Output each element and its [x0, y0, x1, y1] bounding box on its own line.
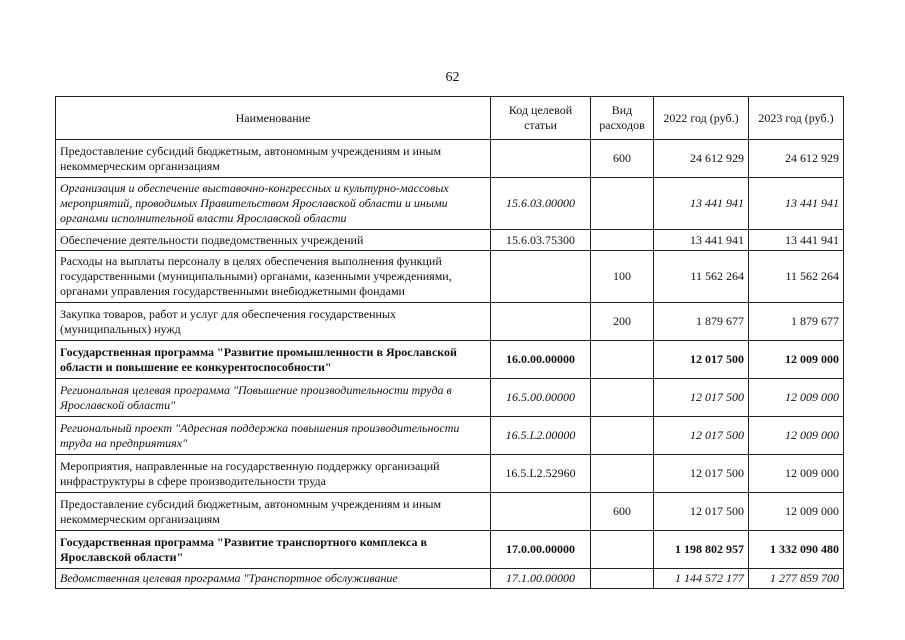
- row-2023: 24 612 929: [749, 140, 844, 178]
- row-code: 16.5.L2.52960: [491, 455, 591, 493]
- row-name: Обеспечение деятельности подведомственных учреждений: [56, 230, 491, 251]
- row-2022: 1 879 677: [654, 303, 749, 341]
- row-code: [491, 140, 591, 178]
- row-name: Расходы на выплаты персоналу в целях обеспечения выполнения функций государственными (муниципальными) органами, казенными учреждениями, органами управления государственными внебюджетными фондами: [56, 251, 491, 303]
- table-row: [56, 493, 844, 531]
- row-name: Предоставление субсидий бюджетным, автономным учреждениям и иным некоммерческим организациям: [56, 140, 491, 178]
- row-2023: 1 277 859 700: [749, 569, 844, 589]
- row-name: Закупка товаров, работ и услуг для обеспечения государственных (муниципальных) нужд: [56, 303, 491, 341]
- row-kind: 200: [591, 303, 654, 341]
- row-2023: 12 009 000: [749, 455, 844, 493]
- table-body: [56, 140, 844, 589]
- row-kind: [591, 230, 654, 251]
- row-2022: 12 017 500: [654, 417, 749, 455]
- row-kind: [591, 417, 654, 455]
- row-kind: [591, 531, 654, 569]
- row-2023: 13 441 941: [749, 178, 844, 230]
- row-kind: [591, 178, 654, 230]
- row-kind: 600: [591, 140, 654, 178]
- row-2022: 12 017 500: [654, 455, 749, 493]
- row-name: Ведомственная целевая программа "Транспортное обслуживание: [56, 569, 491, 589]
- row-2023: 12 009 000: [749, 493, 844, 531]
- row-code: 16.5.L2.00000: [491, 417, 591, 455]
- table-row: [56, 417, 844, 455]
- row-code: [491, 303, 591, 341]
- row-2022: 1 144 572 177: [654, 569, 749, 589]
- page-number: 62: [445, 70, 460, 85]
- table-row: [56, 230, 844, 251]
- table-row: [56, 178, 844, 230]
- table-row: [56, 251, 844, 303]
- row-kind: 600: [591, 493, 654, 531]
- row-name: Мероприятия, направленные на государственную поддержку организаций инфраструктуры в сфере производительности труда: [56, 455, 491, 493]
- row-2022: 11 562 264: [654, 251, 749, 303]
- header-name: Наименование: [56, 97, 491, 140]
- row-code: [491, 251, 591, 303]
- row-code: 17.1.00.00000: [491, 569, 591, 589]
- row-2022: 13 441 941: [654, 230, 749, 251]
- row-name: Предоставление субсидий бюджетным, автономным учреждениям и иным некоммерческим организациям: [56, 493, 491, 531]
- table-row: [56, 341, 844, 379]
- row-2023: 12 009 000: [749, 341, 844, 379]
- budget-table: [55, 96, 844, 589]
- header-kind: Вид расходов: [591, 97, 654, 140]
- table-row: [56, 140, 844, 178]
- row-name: Государственная программа "Развитие промышленности в Ярославской области и повышение ее конкурентоспособности": [56, 341, 491, 379]
- table-row: [56, 379, 844, 417]
- row-2023: 1 332 090 480: [749, 531, 844, 569]
- header-code: Код целевой статьи: [491, 97, 591, 140]
- row-kind: 100: [591, 251, 654, 303]
- table-row: [56, 569, 844, 589]
- table-row: [56, 455, 844, 493]
- row-name: Региональный проект "Адресная поддержка повышения производительности труда на предприятиях": [56, 417, 491, 455]
- row-2022: 1 198 802 957: [654, 531, 749, 569]
- row-kind: [591, 379, 654, 417]
- row-2023: 11 562 264: [749, 251, 844, 303]
- table-header-row: [56, 97, 844, 140]
- row-kind: [591, 569, 654, 589]
- row-kind: [591, 341, 654, 379]
- row-name: Организация и обеспечение выставочно-конгрессных и культурно-массовых мероприятий, проводимых Правительством Ярославской области и иными органами исполнительной власти Ярославской области: [56, 178, 491, 230]
- row-code: 17.0.00.00000: [491, 531, 591, 569]
- row-2023: 12 009 000: [749, 417, 844, 455]
- row-2023: 13 441 941: [749, 230, 844, 251]
- row-name: Региональная целевая программа "Повышение производительности труда в Ярославской области": [56, 379, 491, 417]
- header-2022: 2022 год (руб.): [654, 97, 749, 140]
- row-2022: 12 017 500: [654, 379, 749, 417]
- row-2022: 12 017 500: [654, 493, 749, 531]
- table-row: [56, 303, 844, 341]
- row-code: [491, 493, 591, 531]
- row-2022: 12 017 500: [654, 341, 749, 379]
- row-2023: 1 879 677: [749, 303, 844, 341]
- row-code: 16.5.00.00000: [491, 379, 591, 417]
- row-code: 15.6.03.75300: [491, 230, 591, 251]
- row-2023: 12 009 000: [749, 379, 844, 417]
- row-code: 16.0.00.00000: [491, 341, 591, 379]
- table-row: [56, 531, 844, 569]
- row-kind: [591, 455, 654, 493]
- row-2022: 24 612 929: [654, 140, 749, 178]
- row-code: 15.6.03.00000: [491, 178, 591, 230]
- header-2023: 2023 год (руб.): [749, 97, 844, 140]
- row-name: Государственная программа "Развитие транспортного комплекса в Ярославской области": [56, 531, 491, 569]
- row-2022: 13 441 941: [654, 178, 749, 230]
